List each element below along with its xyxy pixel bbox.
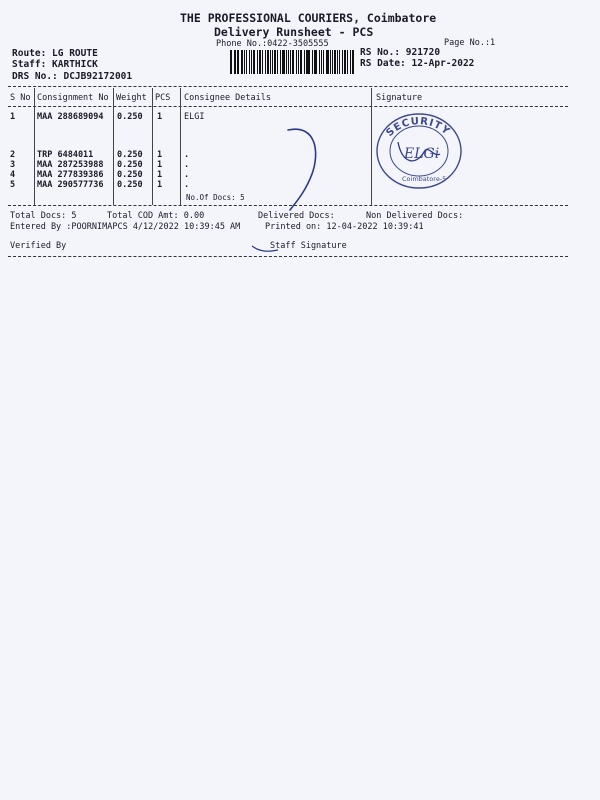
header-sno: S No [10,93,31,103]
row-sno: 5 [10,180,16,190]
row-consignment: TRP 6484011 [37,150,94,160]
total-docs: Total Docs: 5 [10,211,77,221]
footer-rule [8,256,568,257]
handwritten-check-mark [276,122,326,214]
row-pcs: 1 [157,180,163,190]
row-consignment: MAA 288689094 [37,112,104,122]
row-consignee: . [184,170,190,180]
header-pcs: PCS [155,93,171,103]
row-sno: 4 [10,170,16,180]
phone-number: Phone No.:0422-3505555 [216,39,329,49]
header-consignee: Consignee Details [184,93,271,103]
row-weight: 0.250 [117,170,143,180]
entered-by: Entered By :POORNIMAPCS 4/12/2022 10:39:45 AM [10,222,241,232]
drs-number: DRS No.: DCJB92172001 [12,71,133,82]
row-sno: 2 [10,150,16,160]
stamp-bottom-text: Coimbatore-5 [402,175,447,183]
delivered-docs: Delivered Docs: [258,211,335,221]
rs-date: RS Date: 12-Apr-2022 [360,58,475,69]
route-label: Route: LG ROUTE [12,48,98,59]
row-pcs: 1 [157,160,163,170]
document-title: Delivery Runsheet - PCS [214,25,374,39]
barcode [230,50,355,74]
non-delivered-docs: Non Delivered Docs: [366,211,464,221]
header-weight: Weight [116,93,147,103]
row-pcs: 1 [157,112,163,122]
printed-on: Printed on: 12-04-2022 10:39:41 [265,222,424,232]
rs-number: RS No.: 921720 [360,47,441,58]
row-sno: 1 [10,112,16,122]
row-consignee: . [184,150,190,160]
company-name: THE PROFESSIONAL COURIERS, Coimbatore [180,11,437,25]
row-weight: 0.250 [117,112,143,122]
staff-label: Staff: KARTHICK [12,59,98,70]
header-consignment: Consignment No [37,93,109,103]
header-bottom-rule [8,106,568,107]
row-pcs: 1 [157,170,163,180]
stamp-top-text: SECURITY [384,116,452,140]
row-weight: 0.250 [117,160,143,170]
security-stamp [372,108,466,194]
page-number: Page No.:1 [444,38,496,48]
row-weight: 0.250 [117,150,143,160]
header-signature: Signature [376,93,423,103]
table-top-rule [8,86,568,87]
row-consignment: MAA 287253988 [37,160,104,170]
no-of-docs: No.Of Docs: 5 [186,193,245,202]
row-weight: 0.250 [117,180,143,190]
row-consignee: . [184,180,190,190]
verified-by: Verified By [10,241,67,251]
staff-signature-label: Staff Signature [270,241,347,251]
row-consignment: MAA 290577736 [37,180,104,190]
stamp-center-text: ELGi [404,146,440,162]
row-consignment: MAA 277839386 [37,170,104,180]
total-cod-amount: Total COD Amt: 0.00 [107,211,205,221]
row-consignee: ELGI [184,112,205,122]
row-pcs: 1 [157,150,163,160]
row-consignee: . [184,160,190,170]
row-sno: 3 [10,160,16,170]
handwritten-signature-stroke [250,242,280,256]
